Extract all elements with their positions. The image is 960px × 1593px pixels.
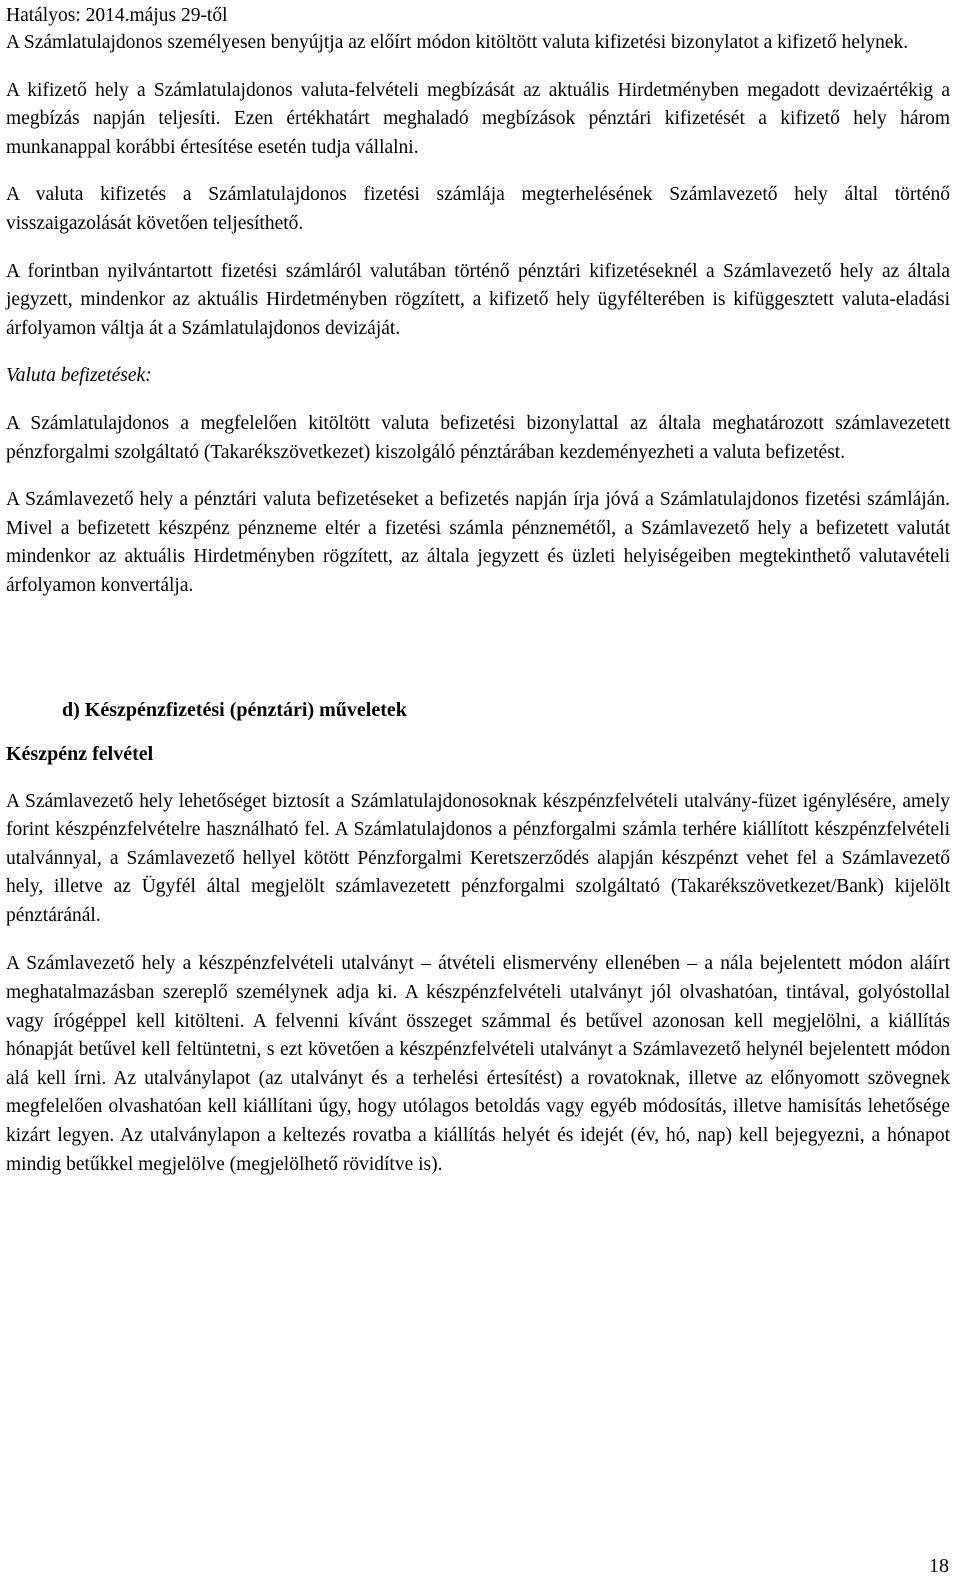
paragraph-forintban-nyilvantartott: A forintban nyilvántartott fizetési számláról valutában történő pénztári kifizetéseknél a Számlavezető hely az általa jegyzett, mindenkor az aktuális Hirdetményben rögzített, a kifizető hely ügyfélterében is kifüggesztett valuta-eladási árfolyamon váltja át a Számlatulajdonos devizáját. (6, 260, 950, 339)
paragraph-valuta-felveteli-megbizas: A kifizető hely a Számlatulajdonos valuta-felvételi megbízását az aktuális Hirdetményben megadott devizaértékig a megbízás napján teljesíti. Ezen értékhatárt meghaladó megbízások pénztári kifizetését a kifizető hely három munkanappal korábbi értesítése esetén tudja vállalni. (6, 79, 950, 158)
paragraph-valuta-befizetesi-bizonylat: A Számlatulajdonos a megfelelően kitöltött valuta befizetési bizonylattal az általa meghatározott számlavezetett pénzforgalmi szolgáltató (Takarékszövetkezet) kiszolgáló pénztárában kezdeményezheti a valuta befizetést. (6, 412, 950, 463)
subsection-title: Készpénz felvétel (6, 742, 154, 765)
valuta-befizetesek-heading: Valuta befizetések: (6, 365, 152, 387)
page-number: 18 (929, 1555, 949, 1577)
paragraph-jovairas: A Számlavezető hely a pénztári valuta befizetéseket a befizetés napján írja jóvá a Számlatulajdonos fizetési számláján. Mivel a befizetett készpénz pénzneme eltér a fizetési számla pénznemétől, a Számlavezető hely a befizetett valutát mindenkor az aktuális Hirdetményben rögzített, az általa jegyzett és üzleti helyiségeiben megtekinthető valutavételi árfolyamon konvertálja. (6, 489, 950, 596)
section-title: d) Készpénzfizetési (pénztári) műveletek (62, 698, 407, 721)
paragraph-visszaigazolas: A valuta kifizetés a Számlatulajdonos fizetési számlája megterhelésének Számlavezető hely által történő visszaigazolását követően teljesíthető. (6, 184, 950, 234)
paragraph-utalvany-fuzet: A Számlavezető hely lehetőséget biztosít a Számlatulajdonosoknak készpénzfelvételi utalvány-füzet igénylésére, amely forint készpénzfelvételre használható fel. A Számlatulajdonos a pénzforgalmi számla terhére kiállított készpénzfelvételi utalvánnyal, a Számlavezető hellyel kötött Pénzforgalmi Keretszerződés alapján készpénzt vehet fel a Számlavezető hely, illetve az Ügyfél által megjelölt számlavezetett pénzforgalmi szolgáltató (Takarékszövetkezet/Bank) kijelölt pénztáránál. (6, 790, 950, 926)
paragraph-keszpenzfelveteli-utalvany: A Számlavezető hely a készpénzfelvételi utalványt – átvételi elismervény ellenében – a nála bejelentett módon aláírt meghatalmazásban szereplő személynek adja ki. A készpénzfelvételi utalványt jól olvashatóan, tintával, golyóstollal vagy írógéppel kell kitölteni. A felvenni kívánt összeget számmal és betűvel azonosan kell megjelölni, a kiállítás hónapját betűvel kell feltüntetni, s ezt követően a készpénzfelvételi utalványt a Számlavezető helynél bejelentett módon alá kell írni. Az utalványlapot (az utalványt és a terhelési értesítést) a rovatoknak, illetve az előnyomott szövegnek megfelelően olvashatóan kell kiállítani úgy, hogy utólagos betoldás vagy egyéb módosítás, illetve hamisítás lehetősége kizárt legyen. Az utalványlapon a keltezés rovatba a kiállítás helyét és idejét (év, hó, nap) kell bejegyezni, a hónapot mindig betűkkel megjelölve (megjelölhető rövidítve is). (6, 953, 950, 1175)
document-page (6, 0, 950, 1179)
effective-date-header: Hatályos: 2014.május 29-től (6, 5, 228, 26)
paragraph-valuta-kifizetes-bizonylat: A Számlatulajdonos személyesen benyújtja az előírt módon kitöltött valuta kifizetési bizonylatot a kifizető helynek. (6, 32, 909, 53)
